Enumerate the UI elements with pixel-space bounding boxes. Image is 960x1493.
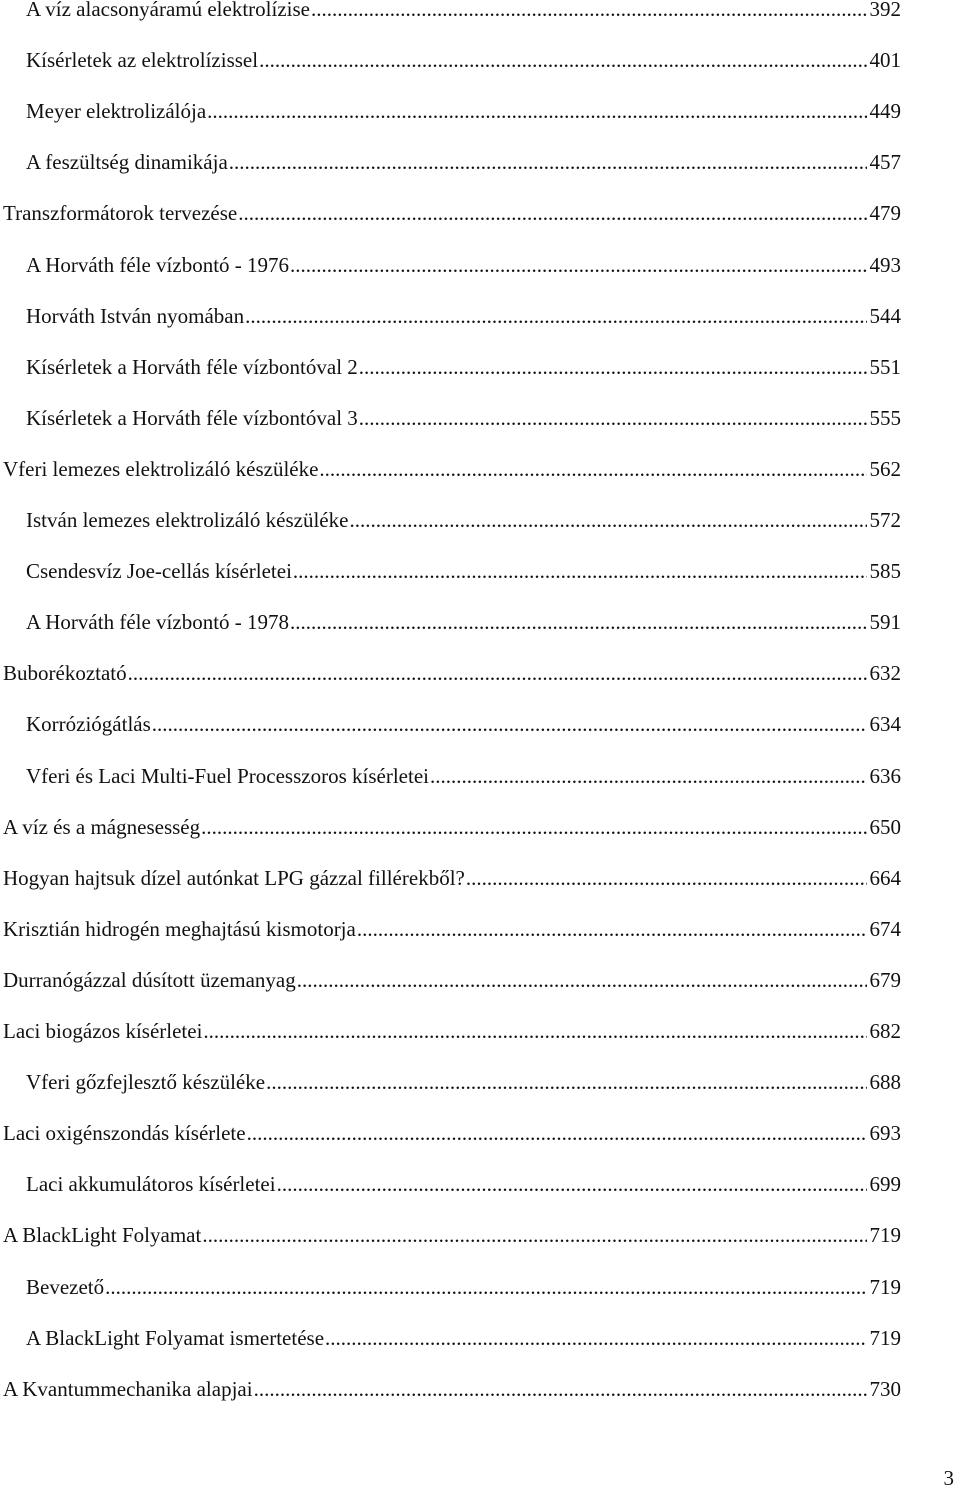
toc-dot-leader	[297, 966, 867, 994]
toc-entry-title: A BlackLight Folyamat	[3, 1223, 202, 1248]
toc-dot-leader	[290, 251, 866, 279]
toc-entry[interactable]	[3, 1017, 901, 1045]
toc-entry-page: 679	[869, 967, 901, 992]
toc-entry[interactable]	[3, 199, 901, 227]
toc-entry[interactable]	[26, 762, 901, 790]
toc-entry-page: 585	[869, 559, 901, 584]
toc-entry-title: A BlackLight Folyamat ismertetése	[26, 1325, 325, 1350]
toc-entry-page: 719	[869, 1274, 901, 1299]
toc-entry-title: Hogyan hajtsuk dízel autónkat LPG gázzal fillérekből?	[3, 865, 465, 890]
toc-entry-page: 479	[869, 201, 901, 226]
page-number: 3	[943, 1466, 954, 1490]
toc-entry[interactable]	[26, 1324, 901, 1352]
toc-entry-title: Durranógázzal dúsított üzemanyag	[3, 967, 296, 992]
toc-entry-title: A feszültség dinamikája	[26, 150, 228, 175]
toc-entry-page: 392	[869, 0, 901, 21]
toc-entry-page: 457	[869, 150, 901, 175]
toc-entry-title: Csendesvíz Joe-cellás kísérletei	[26, 559, 292, 584]
toc-entry-title: Laci biogázos kísérletei	[3, 1019, 203, 1043]
toc-entry[interactable]	[26, 302, 901, 330]
toc-entry[interactable]	[3, 659, 901, 687]
toc-entry[interactable]	[26, 506, 901, 534]
toc-entry[interactable]	[26, 608, 901, 636]
toc-entry-page: 572	[869, 508, 901, 532]
toc-entry[interactable]	[3, 864, 901, 892]
toc-dot-leader	[229, 148, 867, 176]
toc-entry[interactable]	[3, 455, 901, 483]
toc-entry-title: Kísérletek az elektrolízissel	[26, 48, 259, 73]
toc-entry-title: Meyer elektrolizálója	[26, 99, 207, 124]
toc-entry-page: 544	[869, 303, 901, 328]
toc-entry-page: 650	[869, 814, 901, 839]
toc-entry[interactable]	[3, 966, 901, 994]
toc-entry-page: 730	[869, 1376, 901, 1401]
toc-dot-leader	[359, 404, 867, 432]
toc-entry-page: 636	[869, 763, 901, 788]
toc-dot-leader	[245, 302, 866, 330]
toc-entry[interactable]	[26, 0, 901, 23]
toc-entry[interactable]	[3, 1221, 901, 1249]
toc-entry[interactable]	[26, 97, 901, 125]
toc-entry-page: 449	[869, 99, 901, 124]
toc-entry-title: Buborékoztató	[3, 661, 127, 686]
toc-dot-leader	[266, 1068, 866, 1096]
toc-dot-leader	[349, 506, 866, 534]
toc-entry-title: Krisztián hidrogén meghajtású kismotorja	[3, 916, 356, 941]
toc-dot-leader	[325, 1324, 866, 1352]
toc-entry-title: Bevezető	[26, 1274, 105, 1299]
toc-entry-page: 664	[869, 865, 901, 890]
toc-dot-leader	[207, 97, 866, 125]
toc-entry[interactable]	[3, 915, 901, 943]
toc-entry-page: 591	[869, 610, 901, 635]
toc-entry[interactable]	[26, 1068, 901, 1096]
toc-entry-title: A víz és a mágnesesség	[3, 814, 201, 839]
toc-dot-leader	[105, 1273, 866, 1301]
toc-entry-title: Kísérletek a Horváth féle vízbontóval 3	[26, 405, 358, 430]
toc-dot-leader	[290, 608, 866, 636]
toc-entry-title: A Horváth féle vízbontó - 1976	[26, 252, 290, 277]
toc-entry-title: István lemezes elektrolizáló készüléke	[26, 508, 349, 532]
toc-dot-leader	[357, 915, 867, 943]
toc-entry-page: 634	[869, 712, 901, 737]
toc-entry-page: 699	[869, 1172, 901, 1197]
toc-dot-leader	[277, 1170, 867, 1198]
toc-entry-title: A Kvantummechanika alapjai	[3, 1376, 253, 1401]
toc-dot-leader	[359, 353, 867, 381]
toc-dot-leader	[254, 1375, 867, 1403]
toc-dot-leader	[311, 0, 867, 23]
toc-entry-title: Vferi lemezes elektrolizáló készüléke	[3, 456, 319, 481]
toc-entry-page: 551	[869, 354, 901, 379]
toc-entry-title: Transzformátorok tervezése	[3, 201, 238, 226]
toc-entry[interactable]	[26, 148, 901, 176]
toc-entry-page: 493	[869, 252, 901, 277]
toc-dot-leader	[152, 710, 867, 738]
toc-entry-title: Laci akkumulátoros kísérletei	[26, 1172, 276, 1197]
toc-dot-leader	[430, 762, 867, 790]
toc-dot-leader	[238, 199, 866, 227]
toc-entry-page: 632	[869, 661, 901, 686]
toc-entry-title: Laci oxigénszondás kísérlete	[3, 1121, 246, 1146]
toc-entry[interactable]	[26, 46, 901, 74]
toc-dot-leader	[259, 46, 866, 74]
toc-entry-title: Vferi gőzfejlesztő készüléke	[26, 1070, 266, 1095]
toc-entry[interactable]	[26, 1170, 901, 1198]
toc-entry-page: 555	[869, 405, 901, 430]
toc-entry-title: A Horváth féle vízbontó - 1978	[26, 610, 290, 635]
toc-entry-page: 674	[869, 916, 901, 941]
toc-dot-leader	[203, 1017, 866, 1045]
toc-entry-title: Vferi és Laci Multi-Fuel Processzoros kísérletei	[26, 763, 429, 788]
toc-entry-page: 688	[869, 1070, 901, 1095]
toc-dot-leader	[247, 1119, 867, 1147]
toc-entry-title: Korróziógátlás	[26, 712, 151, 737]
toc-entry-page: 682	[869, 1019, 901, 1043]
toc-entry[interactable]	[3, 813, 901, 841]
toc-entry[interactable]	[26, 251, 901, 279]
toc-entry-title: Kísérletek a Horváth féle vízbontóval 2	[26, 354, 358, 379]
toc-dot-leader	[466, 864, 867, 892]
toc-dot-leader	[319, 455, 866, 483]
toc-entry-page: 719	[869, 1223, 901, 1248]
toc-entry[interactable]	[26, 710, 901, 738]
toc-entry-page: 719	[869, 1325, 901, 1350]
toc-dot-leader	[202, 1221, 866, 1249]
toc-entry[interactable]	[26, 557, 901, 585]
toc-entry[interactable]	[26, 404, 901, 432]
toc-entry[interactable]	[26, 1273, 901, 1301]
toc-entry-title: Horváth István nyomában	[26, 303, 245, 328]
toc-entry-page: 693	[869, 1121, 901, 1146]
toc-entry-page: 401	[869, 48, 901, 73]
toc-entry-page: 562	[869, 456, 901, 481]
toc-entry[interactable]	[3, 1119, 901, 1147]
toc-dot-leader	[128, 659, 867, 687]
toc-entry-title: A víz alacsonyáramú elektrolízise	[26, 0, 310, 21]
toc-dot-leader	[293, 557, 867, 585]
toc-entry[interactable]	[3, 1375, 901, 1403]
toc-dot-leader	[201, 813, 866, 841]
toc-entry[interactable]	[26, 353, 901, 381]
